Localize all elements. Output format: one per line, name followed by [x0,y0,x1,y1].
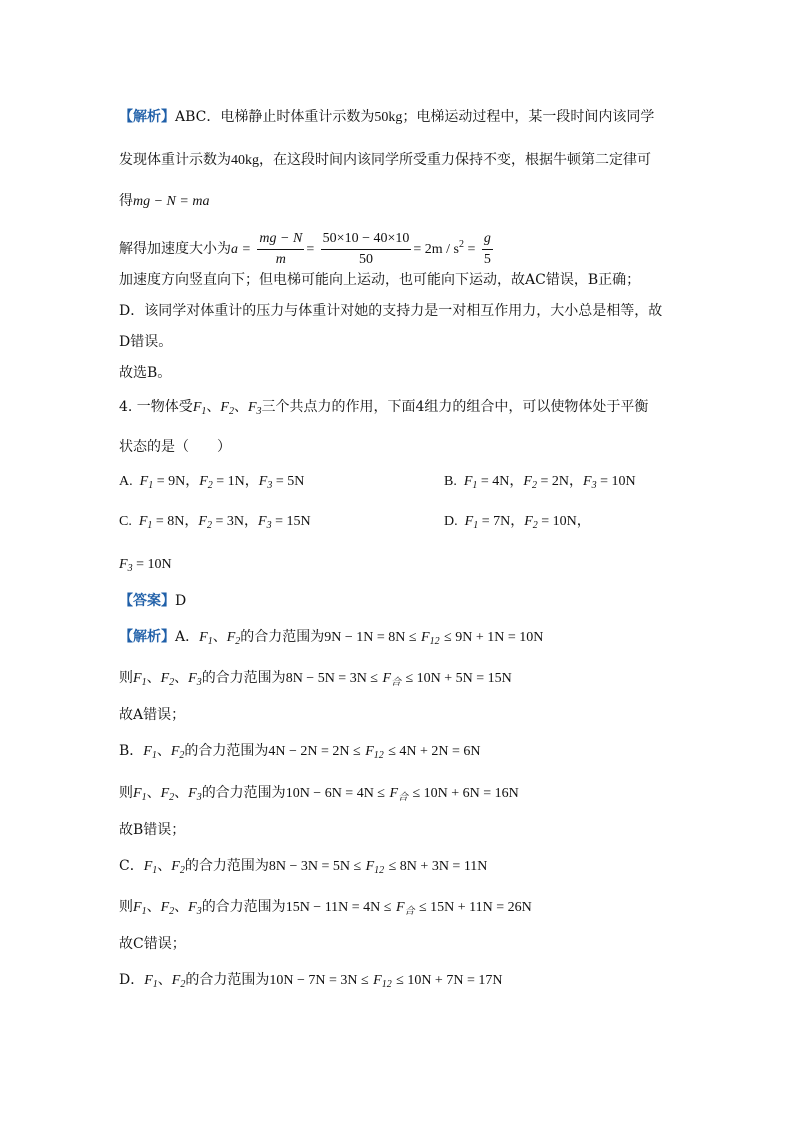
answer-value: D [175,593,187,609]
analysis-line-7: D错误。 [119,334,173,350]
solution-b-line-1: B．$F_1$、$F_2$的合力范围为$4N - 2N = 2N \le F_{12} \le 4N + 2N = 6N$ [119,743,481,761]
option-d-continued: $F_3 = 10N$ [119,557,172,574]
solution-a-line-2: 则$F_1$、$F_2$、$F_3$的合力范围为$8N - 5N = 3N \le F_合 \le 10N + 5N = 15N$ [119,670,512,688]
solution-c-line-1: C．$F_1$、$F_2$的合力范围为$8N - 3N = 5N \le F_{12} \le 8N + 3N = 11N$ [119,858,488,876]
analysis-line-8: 故选B。 [119,365,172,381]
solution-c-conclusion: 故C错误； [119,936,186,952]
fraction-2: $\frac{50\times 10 - 40\times 10}{50}$ [322,230,410,267]
solution-a-conclusion: 故A错误； [119,707,186,723]
answer-label: 【答案】 [119,593,175,609]
option-a: A. $F_1 = 9N$，$F_2 = 1N$，$F_3 = 5N$ [119,474,305,491]
solution-b-line-2: 则$F_1$、$F_2$、$F_3$的合力范围为$10N - 6N = 4N \le F_合 \le 10N + 6N = 16N$ [119,785,519,803]
answer-line [119,592,186,610]
solution-b-conclusion: 故B错误； [119,822,186,838]
analysis-label: 【解析】 [119,109,175,125]
analysis-line-5: 加速度方向竖直向下；但电梯可能向上运动，也可能向下运动，故AC错误，B正确； [119,272,641,288]
option-d: D. $F_1 = 7N$，$F_2 = 10N$， [444,514,591,531]
newton-equation: mg − N = ma [133,194,210,209]
solution-a-line-1: 【解析】A．$F_1$、$F_2$的合力范围为$9N - 1N = 8N \le F_{12} \le 9N + 1N = 10N$ [119,629,544,647]
option-c: C. $F_1 = 8N$，$F_2 = 3N$，$F_3 = 15N$ [119,514,311,531]
fraction-1: $\frac{mg - N}{m}$ [259,230,303,267]
question-4-stem-line-1: 4. 一物体受$F_1$、$F_2$、$F_3$三个共点力的作用，下面4组力的组合中，可以使物体处于平衡 [119,399,649,417]
option-b: B. $F_1 = 4N$，$F_2 = 2N$，$F_3 = 10N$ [444,474,636,491]
analysis-line-1: 【解析】ABC．电梯静止时体重计示数为50kg；电梯运动过程中，某一段时间内该同学 [119,109,655,125]
analysis-line-2: 发现体重计示数为40kg，在这段时间内该同学所受重力保持不变，根据牛顿第二定律可 [119,152,651,168]
analysis-line-6: D．该同学对体重计的压力与体重计对她的支持力是一对相互作用力，大小总是相等，故 [119,303,663,319]
solution-c-line-2: 则$F_1$、$F_2$、$F_3$的合力范围为$15N - 11N = 4N \le F_合 \le 15N + 11N = 26N$ [119,899,532,917]
fraction-3: $\frac{g}{5}$ [483,230,491,267]
solution-d-line-1: D．$F_1$、$F_2$的合力范围为$10N - 7N = 3N \le F_{12} \le 10N + 7N = 17N$ [119,972,503,990]
acceleration-line: 解得加速度大小为a = $\frac{mg - N}{m}$ = $\frac{50\times 10 - 40\times 10}{50}$ = $2m / s^2$ = $\frac{g}{5}$ [119,224,495,271]
question-4-stem-line-2: 状态的是（ ） [119,439,231,455]
analysis-line-3: 得mg − N = ma [119,193,210,209]
